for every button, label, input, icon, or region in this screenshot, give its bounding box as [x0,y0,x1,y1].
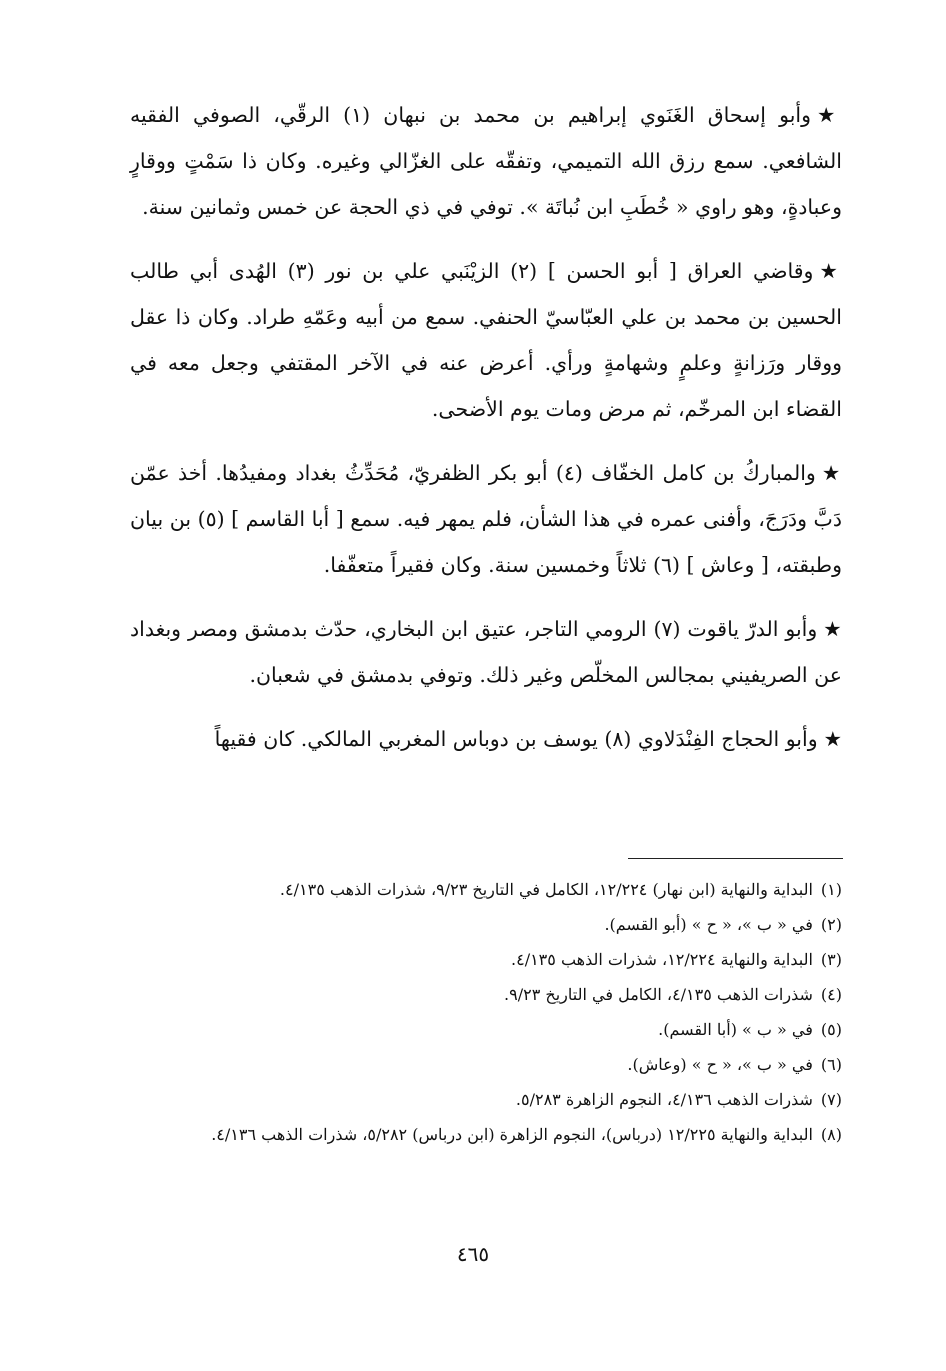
footnote [130,907,842,942]
biography-entry [130,606,842,698]
footnote-number: (٢) [820,915,842,934]
footnotes [130,872,842,1152]
footnote-text: في « ب » (أبا القسم). [658,1020,813,1039]
footnote-number: (١) [820,880,842,899]
footnote [130,977,842,1012]
main-text [130,92,842,780]
entry-text: وأبو إسحاق الغَنَوي إبراهيم بن محمد بن نبهان (١) الرقّي، الصوفي الفقيه الشافعي. سمع رزق الله التميمي، وتفقّه على الغزّالي وغيره. وكان ذا سَمْتٍ ووقارٍ وعبادةٍ، وهو راوي « خُطَبِ ابن نُباتَة ». توفي في ذي الحجة عن خمس وثمانين سنة. [130,103,842,219]
entry-text: وأبو الحجاج الفِنْدَلاوي (٨) يوسف بن دوباس المغربي المالكي. كان فقيهاً [214,727,818,751]
footnote-text: البداية والنهاية ١٢/٢٢٤، شذرات الذهب ٤/١٣٥. [511,950,813,969]
footnote [130,1082,842,1117]
footnote-number: (٣) [820,950,842,969]
footnote-number: (٧) [820,1090,842,1109]
star-icon: ★ [817,103,842,127]
footnote-number: (٥) [820,1020,842,1039]
footnote-text: شذرات الذهب ٤/١٣٥، الكامل في التاريخ ٩/٢٣. [504,985,813,1004]
biography-entry [130,248,842,432]
footnote [130,1117,842,1152]
star-icon: ★ [821,461,842,485]
footnote [130,872,842,907]
footnote-text: في « ب »، « ح » (أبو القسم). [604,915,813,934]
star-icon: ★ [819,259,843,283]
entry-text: وقاضي العراق [ أبو الحسن ] (٢) الزيْنَبي علي بن نور (٣) الهُدى أبي طالب الحسين بن محمد بن علي العبّاسيّ الحنفي. سمع من أبيه وعَمّهِ طراد. وكان ذا عقل ووقار ورَزانةٍ وعلمٍ وشهامةٍ ورأي. أعرض عنه في الآخر المقتفي وجعل معه في القضاء ابن المرخّم، ثم مرض ومات يوم الأضحى. [130,259,842,421]
biography-entry [130,92,842,230]
entry-text: والمباركُ بن كامل الخفّاف (٤) أبو بكر الظفريّ، مُحَدِّثُ بغداد ومفيدُها. أخذ عمّن دَبَّ ودَرَجَ، وأفنى عمره في هذا الشأن، فلم يمهر فيه. سمع [ أبا القاسم ] (٥) بن بيان وطبقته، [ وعاش ] (٦) ثلاثاً وخمسين سنة. وكان فقيراً متعفّفا. [130,461,842,577]
footnote-text: البداية والنهاية (ابن نهار) ١٢/٢٢٤، الكامل في التاريخ ٩/٢٣، شذرات الذهب ٤/١٣٥. [279,880,813,899]
footnote-text: شذرات الذهب ٤/١٣٦، النجوم الزاهرة ٥/٢٨٣. [515,1090,813,1109]
entry-text: وأبو الدرّ ياقوت (٧) الرومي التاجر، عتيق ابن البخاري، حدّث بدمشق ومصر وبغداد عن الصريفيني بمجالس المخلّص وغير ذلك. وتوفي بدمشق في شعبان. [130,617,842,687]
page-number: ٤٦٥ [456,1242,490,1266]
footnote-number: (٨) [820,1125,842,1144]
footnote-number: (٤) [820,985,842,1004]
star-icon: ★ [823,727,842,751]
footnote-text: البداية والنهاية ١٢/٢٢٥ (درباس)، النجوم الزاهرة (ابن درباس) ٥/٢٨٢، شذرات الذهب ٤/١٣٦. [211,1125,813,1144]
footnote-text: في « ب »، « ح » (وعاش). [627,1055,813,1074]
biography-entry [130,716,842,762]
footnote-separator [628,858,843,859]
footnote [130,1012,842,1047]
footnote-number: (٦) [820,1055,842,1074]
biography-entry [130,450,842,588]
footnote [130,942,842,977]
footnote [130,1047,842,1082]
star-icon: ★ [823,617,842,641]
